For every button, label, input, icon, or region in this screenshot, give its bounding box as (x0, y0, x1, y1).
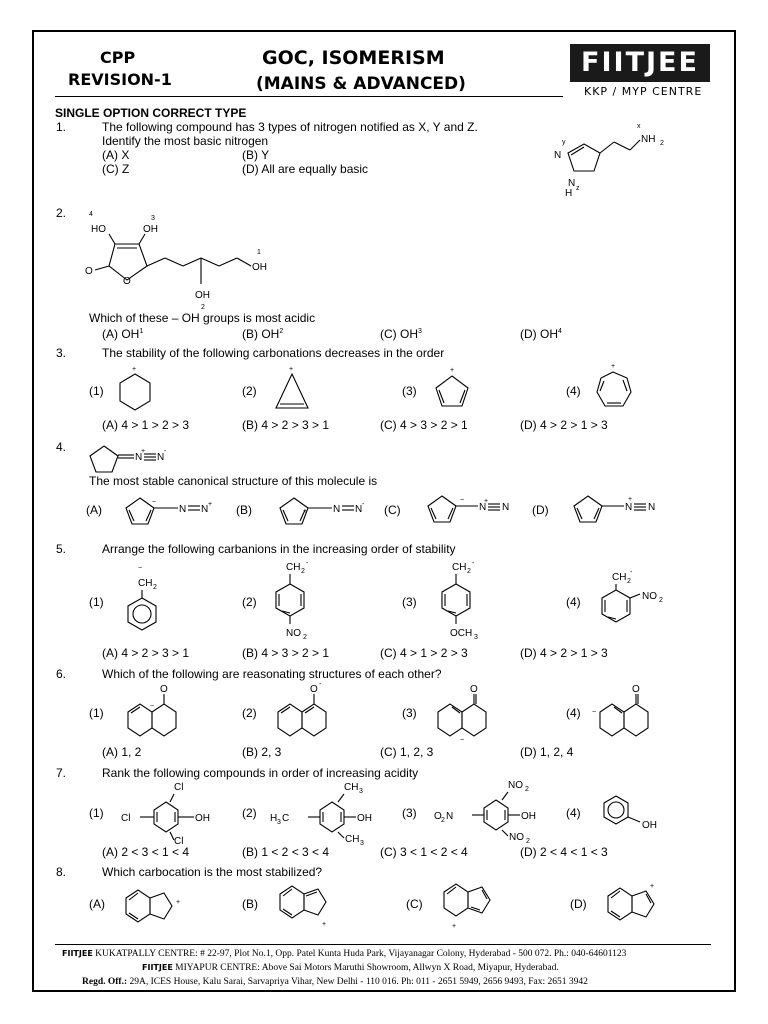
svg-text:NH: NH (641, 134, 656, 145)
q6-option-b: (B) 2, 3 (242, 745, 282, 759)
svg-text:4: 4 (89, 211, 93, 218)
svg-text:+: + (322, 921, 327, 928)
q5-benzyl-anion (122, 562, 167, 637)
q6-option-d: (D) 1, 2, 4 (520, 745, 574, 759)
svg-text:y: y (562, 139, 566, 146)
svg-text:+: + (450, 367, 455, 374)
svg-text:OH: OH (357, 813, 372, 824)
q4-structure-b (276, 492, 386, 532)
svg-text:OH: OH (521, 811, 536, 822)
q7-option-c: (C) 3 < 1 < 2 < 4 (380, 845, 468, 859)
q2-a-label: (A) OH (102, 327, 140, 341)
q3-number: 3. (56, 346, 67, 360)
svg-text:2: 2 (153, 584, 157, 591)
svg-text:Cl: Cl (174, 782, 184, 793)
svg-text:-: - (319, 681, 322, 688)
svg-text:N: N (479, 502, 487, 513)
svg-text:NO: NO (642, 591, 657, 602)
q3-option-a: (A) 4 > 1 > 2 > 3 (102, 418, 190, 432)
q4-number: 4. (56, 440, 67, 454)
q7-option-b: (B) 1 < 2 < 3 < 4 (242, 845, 330, 859)
q2-b-sup: 2 (279, 328, 284, 335)
svg-text:C: C (282, 813, 290, 824)
svg-text:3: 3 (474, 634, 478, 641)
histamine-structure (548, 118, 688, 198)
q2-option-a (102, 325, 143, 341)
q5-option-c: (C) 4 > 1 > 2 > 3 (380, 646, 468, 660)
footer-kukatpally: KUKATPALLY CENTRE: # 22-97, Plot No.1, Opp. Patel Kunta Huda Park, Vijayanagar Colony, Hyderabad - 500 072. Ph.: 040-64601123 (92, 949, 627, 959)
svg-text:+: + (132, 366, 137, 373)
svg-text:−: − (150, 703, 155, 710)
svg-text:N: N (355, 504, 363, 515)
svg-text:-: - (306, 560, 309, 567)
q4-option-d: (D) (532, 503, 549, 517)
page-title: GOC, ISOMERISM (262, 47, 445, 69)
svg-text:N: N (502, 502, 510, 513)
q6-option-c: (C) 1, 2, 3 (380, 745, 434, 759)
q1-option-b: (B) Y (242, 148, 270, 162)
fiitjee-logo: FIITJEE (570, 44, 710, 82)
q6-label-3: (3) (402, 706, 417, 720)
q2-d-sup: 4 (558, 328, 562, 335)
q3-label-3: (3) (402, 384, 417, 398)
svg-text:+: + (484, 498, 489, 505)
svg-text:−: − (152, 499, 157, 506)
q3-cyclohexyl-cation (115, 362, 155, 417)
footer-rule (55, 944, 711, 945)
svg-text:2: 2 (660, 140, 664, 147)
svg-text:CH: CH (138, 578, 153, 589)
q8-text: Which carbocation is the most stabilized? (102, 865, 323, 879)
svg-text:H: H (270, 813, 278, 824)
footer-brand-1: FIITJEE (62, 949, 93, 958)
svg-text:2: 2 (659, 597, 663, 604)
svg-text:O: O (434, 811, 442, 822)
q8-structure-a (120, 884, 200, 929)
q8-option-a: (A) (89, 897, 105, 911)
svg-text:z: z (576, 185, 580, 192)
svg-text:+: + (628, 496, 633, 503)
q3-label-1: (1) (89, 384, 104, 398)
svg-text:O: O (310, 684, 318, 695)
q5-label-1: (1) (89, 595, 104, 609)
svg-text:2: 2 (467, 568, 471, 575)
footer-line-3 (82, 976, 588, 988)
q2-option-d (520, 325, 562, 341)
svg-text:2: 2 (525, 786, 529, 793)
svg-text:N: N (554, 150, 562, 161)
q7-label-3: (3) (402, 806, 417, 820)
q3-label-4: (4) (566, 384, 581, 398)
q7-trinitrophenol (432, 776, 562, 848)
q2-b-label: (B) OH (242, 327, 280, 341)
q5-p-methoxybenzyl-anion (436, 558, 486, 648)
svg-text:-: - (362, 501, 365, 508)
svg-text:3: 3 (277, 819, 281, 826)
q2-option-b (242, 325, 283, 341)
q4-option-c: (C) (384, 503, 401, 517)
q5-option-a: (A) 4 > 2 > 3 > 1 (102, 646, 190, 660)
q7-label-4: (4) (566, 806, 581, 820)
footer-miyapur: MIYAPUR CENTRE: Above Sai Motors Maruthi Showroom, Allwyn X Road, Miyapur, Hyderabad. (172, 963, 559, 973)
q3-cyclopropenyl-cation (270, 362, 315, 417)
q7-label-1: (1) (89, 806, 104, 820)
svg-text:N: N (179, 504, 187, 515)
q1-option-d: (D) All are equally basic (242, 162, 369, 176)
q6-structure-1 (120, 682, 200, 742)
footer-brand-2: FIITJEE (142, 963, 173, 972)
q7-label-2: (2) (242, 806, 257, 820)
q6-structure-3 (430, 682, 510, 744)
svg-text:x: x (637, 123, 641, 130)
svg-text:N: N (333, 504, 341, 515)
svg-text:−: − (460, 737, 465, 744)
q7-number: 7. (56, 766, 67, 780)
svg-text:2: 2 (441, 817, 445, 824)
q2-a-sup: 1 (139, 328, 144, 335)
q8-option-d: (D) (570, 897, 587, 911)
svg-text:Cl: Cl (121, 813, 131, 824)
svg-text:−: − (138, 565, 143, 572)
svg-text:-: - (472, 560, 475, 567)
q4-option-b: (B) (236, 503, 252, 517)
q7-option-a: (A) 2 < 3 < 1 < 4 (102, 845, 190, 859)
svg-text:O: O (123, 276, 131, 287)
q2-text: Which of these – OH groups is most acidic (89, 311, 316, 325)
q6-structure-2 (270, 682, 350, 742)
svg-text:OH: OH (642, 820, 657, 831)
q6-label-2: (2) (242, 706, 257, 720)
svg-text:2: 2 (303, 634, 307, 641)
centre-label: KKP / MYP CENTRE (584, 85, 703, 98)
q6-text: Which of the following are reasonating structures of each other? (102, 667, 442, 681)
footer-line-1 (62, 948, 626, 960)
q7-phenol (598, 790, 668, 835)
svg-text:OCH: OCH (450, 628, 473, 639)
q3-cycloheptatrienyl-cation (593, 358, 638, 416)
q8-option-b: (B) (242, 897, 258, 911)
q8-number: 8. (56, 865, 67, 879)
svg-text:+: + (650, 883, 655, 890)
q7-trimethylphenol (268, 780, 378, 847)
q1-line1: The following compound has 3 types of nitrogen notified as X, Y and Z. (102, 120, 478, 134)
q4-option-a: (A) (86, 503, 102, 517)
svg-text:2: 2 (627, 578, 631, 585)
q6-label-4: (4) (566, 706, 581, 720)
q5-p-nitrobenzyl-anion (270, 558, 320, 648)
svg-text:+: + (289, 366, 294, 373)
svg-text:O: O (470, 684, 478, 695)
q5-option-b: (B) 4 > 3 > 2 > 1 (242, 646, 330, 660)
q5-label-4: (4) (566, 595, 581, 609)
svg-text:O: O (85, 266, 93, 277)
q4-structure-d (570, 488, 680, 532)
q4-text: The most stable canonical structure of this molecule is (89, 474, 378, 488)
q3-text: The stability of the following carbonations decreases in the order (102, 346, 445, 360)
q4-structure-c (424, 488, 534, 532)
svg-text:NO: NO (509, 832, 524, 843)
header-rule (55, 96, 563, 97)
q5-number: 5. (56, 542, 67, 556)
q5-text: Arrange the following carbanions in the increasing order of stability (102, 542, 456, 556)
q8-structure-c (438, 878, 518, 932)
svg-text:+: + (303, 508, 308, 515)
svg-text:+: + (141, 448, 146, 455)
svg-text:CH: CH (286, 562, 301, 573)
q8-structure-d (602, 878, 682, 932)
svg-text:Cl: Cl (174, 836, 184, 847)
svg-text:N: N (201, 504, 209, 515)
svg-text:CH: CH (612, 572, 627, 583)
svg-text:CH: CH (345, 834, 360, 845)
q2-number: 2. (56, 206, 67, 220)
page-subtitle: (MAINS & ADVANCED) (256, 74, 466, 94)
q7-trichlorophenol (118, 780, 218, 847)
footer-regd-office: 29A, ICES House, Kalu Sarai, Sarvapriya Vihar, New Delhi - 110 016. Ph: 011 - 2651 5949, 2656 9493, Fax: 2651 3942 (127, 977, 588, 987)
svg-text:−: − (460, 497, 465, 504)
svg-text:O: O (632, 684, 640, 695)
q6-number: 6. (56, 667, 67, 681)
svg-text:NO: NO (508, 780, 523, 791)
svg-text:3: 3 (359, 788, 363, 795)
q3-option-b: (B) 4 > 2 > 3 > 1 (242, 418, 330, 432)
ascorbic-structure (85, 210, 285, 315)
svg-text:3: 3 (360, 840, 364, 847)
svg-text:−: − (592, 709, 597, 716)
section-title: SINGLE OPTION CORRECT TYPE (55, 106, 247, 120)
svg-text:N: N (625, 502, 633, 513)
svg-text:2: 2 (201, 304, 205, 311)
svg-text:H: H (565, 188, 573, 199)
svg-text:-: - (630, 569, 633, 576)
svg-text:+: + (611, 363, 616, 370)
q1-number: 1. (56, 120, 67, 134)
q2-c-sup: 3 (418, 328, 422, 335)
q2-c-label: (C) OH (380, 327, 418, 341)
q3-option-d: (D) 4 > 2 > 1 > 3 (520, 418, 608, 432)
svg-text:+: + (452, 923, 457, 930)
svg-text:CH: CH (344, 782, 359, 793)
q1-option-c: (C) Z (102, 162, 130, 176)
revision-label: REVISION-1 (68, 70, 172, 89)
footer-line-2 (142, 962, 559, 974)
q3-label-2: (2) (242, 384, 257, 398)
svg-text:OH: OH (143, 224, 158, 235)
svg-text:OH: OH (195, 290, 210, 301)
q7-text: Rank the following compounds in order of increasing acidity (102, 766, 419, 780)
svg-text:N: N (568, 178, 576, 189)
q3-option-c: (C) 4 > 3 > 2 > 1 (380, 418, 468, 432)
q6-label-1: (1) (89, 706, 104, 720)
q4-structure-a (122, 492, 232, 532)
q8-structure-b (274, 880, 354, 932)
q5-label-2: (2) (242, 595, 257, 609)
q5-label-3: (3) (402, 595, 417, 609)
svg-text:1: 1 (257, 249, 261, 256)
q6-structure-4 (592, 682, 672, 742)
q2-d-label: (D) OH (520, 327, 558, 341)
cpp-label: CPP (100, 48, 136, 67)
q6-option-a: (A) 1, 2 (102, 745, 142, 759)
svg-text:HO: HO (91, 224, 106, 235)
footer-regd-label: Regd. Off.: (82, 977, 128, 987)
svg-text:2: 2 (301, 568, 305, 575)
svg-text:3: 3 (151, 215, 155, 222)
svg-text:+: + (208, 501, 213, 508)
q1-option-a: (A) X (102, 148, 130, 162)
svg-text:-: - (164, 448, 167, 455)
q8-option-c: (C) (406, 897, 423, 911)
q2-option-c (380, 325, 422, 341)
q5-option-d: (D) 4 > 2 > 1 > 3 (520, 646, 608, 660)
svg-text:N: N (648, 502, 656, 513)
q7-option-d: (D) 2 < 4 < 1 < 3 (520, 845, 608, 859)
q1-line2: Identify the most basic nitrogen (102, 134, 269, 148)
svg-text:OH: OH (195, 813, 210, 824)
q5-o-nitrobenzyl-anion (596, 566, 676, 636)
svg-text:2: 2 (526, 838, 530, 845)
svg-text:O: O (160, 684, 168, 695)
svg-text:OH: OH (252, 262, 267, 273)
svg-text:CH: CH (452, 562, 467, 573)
svg-text:N: N (157, 452, 165, 463)
q3-cyclopentadienyl-cation (430, 362, 475, 417)
svg-text:NO: NO (286, 628, 301, 639)
svg-text:+: + (176, 899, 181, 906)
svg-text:N: N (135, 452, 143, 463)
svg-text:N: N (446, 811, 454, 822)
